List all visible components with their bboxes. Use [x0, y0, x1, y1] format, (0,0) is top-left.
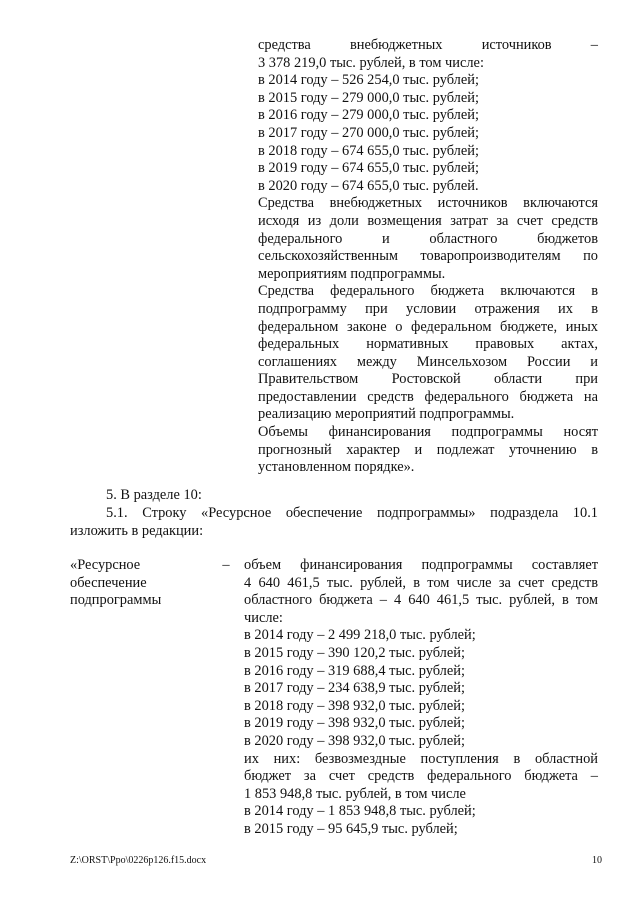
- top-block-line: мероприятиям подпрограммы.: [258, 265, 446, 282]
- table-right-line: бюджет за счет средств федерального бюджета –: [244, 768, 598, 785]
- table-left-label: [70, 557, 200, 610]
- top-block-line: реализацию мероприятий подпрограммы.: [258, 406, 515, 423]
- table-dash-text: –: [222, 557, 230, 573]
- table-right-line: областного бюджета – 4 640 461,5 тыс. рублей, в том: [244, 592, 598, 609]
- top-block-line: в 2014 году – 526 254,0 тыс. рублей;: [258, 72, 479, 89]
- top-block-line: 3 378 219,0 тыс. рублей, в том числе:: [258, 54, 484, 71]
- top-block-line: исходя из доли возмещения затрат за счет средств: [258, 212, 598, 229]
- table-right-line: объем финансирования подпрограммы составляет: [244, 557, 598, 573]
- table-right-line: 1 853 948,8 тыс. рублей, в том числе: [244, 785, 466, 802]
- table-right-line: в 2014 году – 2 499 218,0 тыс. рублей;: [244, 627, 476, 644]
- top-block-line: в 2015 году – 279 000,0 тыс. рублей;: [258, 89, 479, 106]
- table-right-line: их них: безвозмездные поступления в областной: [244, 750, 598, 767]
- table-dash: [220, 557, 232, 575]
- top-block-line: сельскохозяйственным товаропроизводителям по: [258, 248, 598, 265]
- table-left-line: «Ресурсное: [70, 557, 141, 573]
- table-right-line: в 2018 году – 398 932,0 тыс. рублей;: [244, 697, 465, 714]
- top-block-line: предоставлении средств федерального бюджета на: [258, 388, 598, 405]
- top-block-line: Средства федерального бюджета включаются в: [258, 283, 598, 300]
- table-right-line: в 2015 году – 390 120,2 тыс. рублей;: [244, 644, 465, 661]
- top-text-block: [258, 37, 598, 477]
- top-block-line: соглашениях между Минсельхозом России и: [258, 353, 598, 370]
- top-block-line: подпрограмму при условии отражения их в: [258, 300, 598, 317]
- table-right-line: в 2017 году – 234 638,9 тыс. рублей;: [244, 680, 465, 697]
- table-right-line: числе:: [244, 609, 283, 626]
- top-block-line: в 2019 году – 674 655,0 тыс. рублей;: [258, 160, 479, 177]
- top-block-line: средства внебюджетных источников –: [258, 37, 598, 53]
- top-block-line: в 2018 году – 674 655,0 тыс. рублей;: [258, 142, 479, 159]
- section-item-line-1: 5.1. Строку «Ресурсное обеспечение подпрограммы» подраздела 10.1: [106, 505, 598, 521]
- section-item-line-2: изложить в редакции:: [70, 522, 204, 539]
- top-block-line: федерального и областного бюджетов: [258, 230, 598, 247]
- table-right-text: [244, 557, 598, 839]
- table-left-line: обеспечение: [70, 574, 147, 591]
- table-right-line: в 2016 году – 319 688,4 тыс. рублей;: [244, 662, 465, 679]
- table-right-line: 4 640 461,5 тыс. рублей, в том числе за счет средств: [244, 574, 598, 591]
- table-right-line: в 2015 году – 95 645,9 тыс. рублей;: [244, 820, 458, 837]
- top-block-line: установленном порядке».: [258, 459, 415, 476]
- top-block-line: Правительством Ростовской области при: [258, 371, 598, 388]
- top-block-line: федеральных нормативных правовых актах,: [258, 336, 598, 353]
- table-right-line: в 2014 году – 1 853 948,8 тыс. рублей;: [244, 803, 476, 820]
- table-left-line: подпрограммы: [70, 592, 162, 609]
- footer-page-number: 10: [592, 855, 602, 866]
- table-right-line: в 2019 году – 398 932,0 тыс. рублей;: [244, 715, 465, 732]
- top-block-line: Средства внебюджетных источников включаются: [258, 195, 598, 212]
- section-item: [70, 505, 598, 540]
- top-block-line: в 2016 году – 279 000,0 тыс. рублей;: [258, 107, 479, 124]
- top-block-line: федеральном законе о федеральном бюджете, иных: [258, 318, 598, 335]
- top-block-line: в 2020 году – 674 655,0 тыс. рублей.: [258, 177, 479, 194]
- footer-file-path: Z:\ORST\Ppo\0226p126.f15.docx: [70, 855, 207, 866]
- top-block-line: Объемы финансирования подпрограммы носят: [258, 424, 598, 441]
- section-heading: [106, 487, 202, 505]
- table-right-line: в 2020 году – 398 932,0 тыс. рублей;: [244, 732, 465, 749]
- top-block-line: прогнозный характер и подлежат уточнению в: [258, 441, 598, 458]
- top-block-line: в 2017 году – 270 000,0 тыс. рублей;: [258, 124, 479, 141]
- section-heading-text: 5. В разделе 10:: [106, 487, 202, 503]
